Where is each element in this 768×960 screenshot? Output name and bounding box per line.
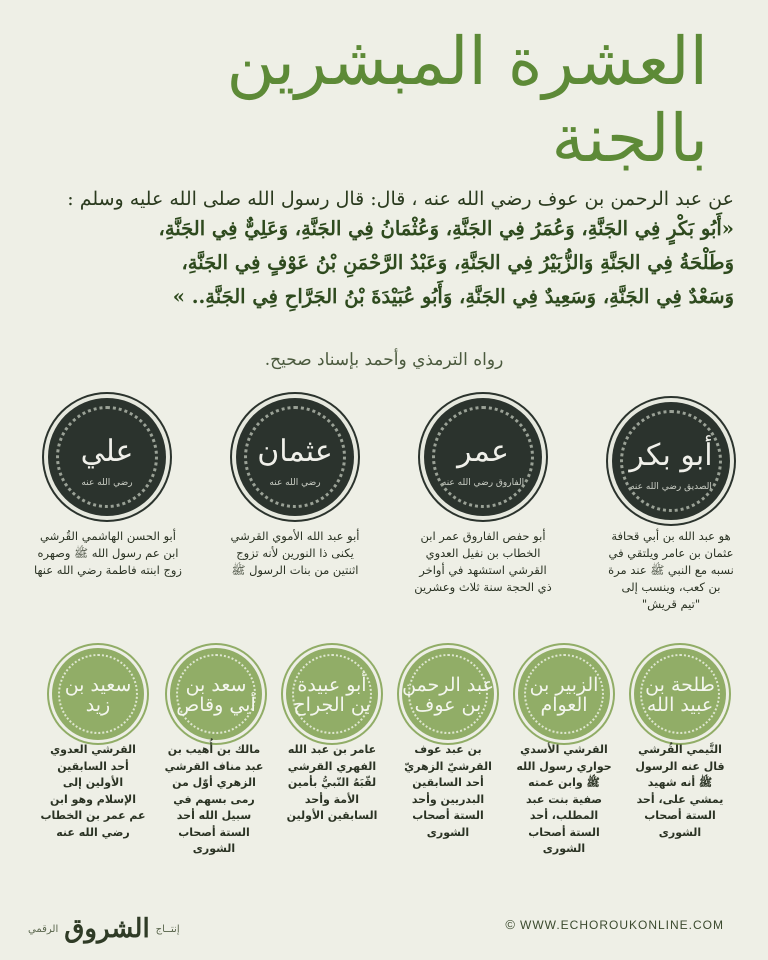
- desc-uthman: [208, 528, 382, 579]
- hadith-line-3: وَسَعْدٌ فِي الجَنَّةِ، وَسَعِيدٌ فِي الجَنَّةِ، وَأَبُو عُبَيْدَةَ بْنُ الجَرَّاحِ فِي الجَنَّةِ.. »: [172, 285, 734, 308]
- desc-line: الشورى: [658, 825, 702, 839]
- desc-line: الستة أصحاب: [178, 825, 250, 839]
- desc-line: رمى بسهم في: [173, 792, 255, 806]
- desc-line: عم عمر بن الخطاب: [40, 809, 146, 822]
- medallion-name: عمر: [457, 434, 509, 469]
- desc-line: ﷺ أنه شهيد: [647, 776, 713, 789]
- desc-saad: [154, 742, 274, 858]
- medallion-uthman: [236, 398, 354, 516]
- desc-ali: [22, 528, 194, 579]
- desc-line: يكنى ذا النورين لأنه تزوج: [236, 546, 354, 560]
- desc-line: "تيم قريش": [641, 597, 701, 611]
- medallion-ali: [48, 398, 166, 516]
- medallion-abu-bakr: [612, 402, 730, 520]
- desc-line: الستة أصحاب: [644, 809, 716, 822]
- medallion-abdulrahman: [402, 648, 494, 740]
- desc-zubair: [508, 742, 620, 858]
- medallion-sub: الصديق رضي الله عنه: [630, 482, 712, 492]
- medallion-name: علي: [80, 434, 134, 469]
- desc-line: القرشيّ الزهريّ: [404, 759, 492, 773]
- desc-line: القرشي الأسدي: [520, 743, 608, 756]
- medallion-abu-ubaidah: [286, 648, 378, 740]
- medallion-saeed: [52, 648, 144, 740]
- desc-line: عبد مناف القرشي: [164, 759, 264, 773]
- desc-line: الزهري أوّل من: [172, 776, 256, 789]
- medallion-name: طلحة بن عبيد الله: [645, 674, 715, 716]
- desc-line: البدريين وأحد: [411, 792, 485, 806]
- desc-line: السابقين الأولين: [286, 809, 378, 822]
- desc-line: التَّيمي القُرشي: [638, 743, 722, 756]
- desc-line: مالك بن أُهيب بن: [167, 743, 261, 756]
- desc-line: القرشي استشهد في أواخر: [419, 563, 547, 577]
- desc-line: اثنتين من بنات الرسول ﷺ: [231, 563, 359, 577]
- desc-line: حواري رسول الله: [516, 759, 612, 773]
- production-label: إنتــاج: [155, 923, 180, 935]
- desc-line: أبو الحسن الهاشمي القُرشي: [40, 529, 176, 543]
- title-text: العشرة المبشرين بالجنة: [226, 23, 708, 177]
- desc-line: ذي الحجة سنة ثلاث وعشرين: [414, 580, 552, 594]
- medallion-umar: [424, 398, 542, 516]
- medallion-name: الزبير بن العوام: [529, 674, 599, 716]
- hadith-line-2: وَطَلْحَةُ فِي الجَنَّةِ وَالزُّبَيْرُ فِي الجَنَّةِ، وَعَبْدُ الرَّحْمَنِ بْنُ عَوْفٍ فِي الجَنَّةِ،: [181, 251, 734, 274]
- desc-line: يمشي على، أحد: [636, 792, 724, 806]
- desc-line: بن كعب، وينسب إلى: [621, 580, 721, 594]
- footer-brand: [28, 914, 180, 944]
- desc-line: الستة أصحاب: [412, 809, 484, 822]
- digital-label: الرقمي: [28, 923, 59, 935]
- desc-line: الأولين إلى: [62, 776, 124, 789]
- medallion-sub: رضي الله عنه: [269, 478, 321, 488]
- desc-line: بن عبد عوف: [414, 743, 482, 756]
- desc-line: الإسلام وهو ابن: [49, 792, 136, 806]
- desc-line: زوج ابنته فاطمة رضي الله عنها: [34, 563, 182, 577]
- desc-line: سبيل الله أحد: [176, 809, 252, 822]
- desc-line: لقّبَهُ النّبيُّ بأمين: [287, 776, 377, 789]
- medallion-sub: رضي الله عنه: [81, 478, 133, 488]
- brand-logo: الشروق: [64, 914, 150, 944]
- desc-line: الشورى: [192, 842, 236, 855]
- desc-talha: [624, 742, 736, 841]
- desc-line: عامر بن عبد الله: [287, 743, 377, 756]
- hadith-source: رواه الترمذي وأحمد بإسناد صحيح.: [264, 350, 504, 370]
- desc-line: الشورى: [542, 842, 586, 855]
- desc-line: القرشي العدوي: [50, 743, 136, 756]
- desc-line: نسبه مع النبي ﷺ عند مرة: [608, 563, 734, 577]
- desc-umar: [398, 528, 568, 596]
- hadith-text: [34, 212, 734, 314]
- desc-line: صفية بنت عبد: [526, 792, 602, 806]
- medallion-zubair: [518, 648, 610, 740]
- copyright-icon: ©: [505, 917, 516, 932]
- desc-line: هو عبد الله بن أبي قحافة: [611, 529, 731, 543]
- medallion-name: عثمان: [257, 434, 333, 469]
- medallion-name: عبد الرحمن بن عوف: [402, 674, 494, 716]
- medallion-name: سعد بن أبي وقاص: [176, 674, 256, 716]
- desc-abdulrahman: [392, 742, 504, 841]
- desc-line: الخطاب بن نفيل العدوي: [425, 546, 541, 560]
- medallion-talha: [634, 648, 726, 740]
- desc-line: الفهري القرشي: [287, 759, 377, 773]
- desc-line: الشورى: [426, 825, 470, 839]
- desc-line: رضي الله عنه: [56, 825, 130, 839]
- hadith-intro: [34, 186, 734, 213]
- desc-line: الأمة وأحد: [304, 792, 360, 806]
- desc-line: الستة أصحاب: [528, 825, 600, 839]
- desc-line: أحد السابقين: [412, 776, 484, 789]
- desc-line: أحد السابقين: [57, 759, 129, 773]
- medallion-name: أبو بكر: [629, 438, 713, 473]
- desc-line: المطلب، أحد: [529, 809, 599, 822]
- medallion-saad: [170, 648, 262, 740]
- hadith-line-1: «أَبُو بَكْرٍ فِي الجَنَّةِ، وَعُمَرُ فِي الجَنَّةِ، وَعُثْمَانُ فِي الجَنَّةِ، وَعَلِيٌّ فِي الجَنَّةِ،: [158, 217, 734, 240]
- intro-line: عن عبد الرحمن بن عوف رضي الله عنه ، قال: قال رسول الله صلى الله عليه وسلم :: [67, 188, 734, 210]
- desc-saeed: [28, 742, 158, 841]
- page-title: [60, 23, 708, 177]
- medallion-sub: الفاروق رضي الله عنه: [441, 478, 525, 488]
- desc-line: ﷺ وابن عمته: [528, 776, 600, 789]
- desc-abu-ubaidah: [272, 742, 392, 825]
- medallion-name: سعيد بن زيد: [64, 674, 132, 716]
- desc-line: قال عنه الرسول: [635, 759, 725, 773]
- desc-abu-bakr: [586, 528, 756, 613]
- desc-line: أبو حفص الفاروق عمر ابن: [420, 529, 546, 543]
- desc-line: أبو عبد الله الأموي القرشي: [230, 529, 360, 543]
- website-url[interactable]: WWW.ECHOROUKONLINE.COM: [520, 917, 724, 932]
- footer-website[interactable]: [505, 917, 724, 932]
- medallion-name: أبو عبيدة بن الجراح: [293, 674, 371, 716]
- desc-line: عثمان بن عامر ويلتقي في: [608, 546, 734, 560]
- desc-line: ابن عم رسول الله ﷺ وصهره: [37, 546, 179, 560]
